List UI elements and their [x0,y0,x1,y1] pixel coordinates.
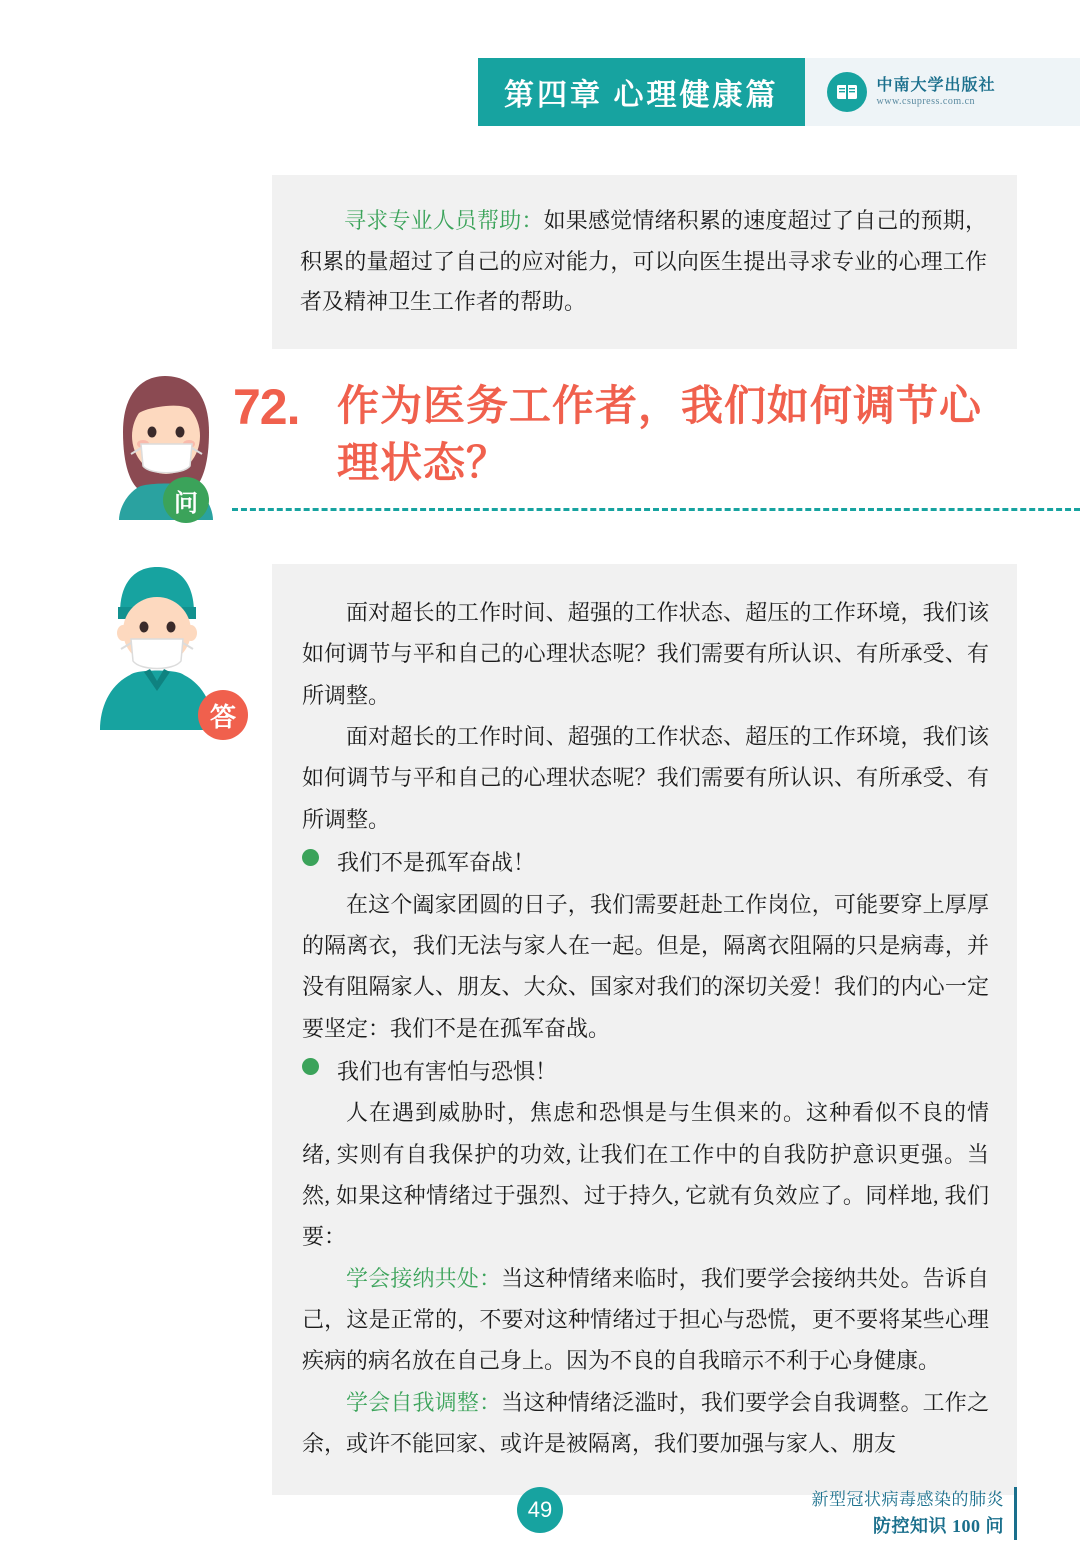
answer-paragraph: 面对超长的工作时间、超强的工作状态、超压的工作环境，我们该如何调节与平和自己的心理状态呢？我们需要有所认识、有所承受、有所调整。 [302,600,989,708]
answer-paragraph-with-lead [302,1258,989,1382]
answer-box [272,564,1017,1495]
answer-paragraph: 在这个阖家团圆的日子，我们需要赶赴工作岗位，可能要穿上厚厚的隔离衣，我们无法与家人在一起。但是，隔离衣阻隔的只是病毒，并没有阻隔家人、朋友、大众、国家对我们的深切关爱！我们的内心一定要坚定：我们不是在孤军奋战。 [302,891,989,1041]
page-header [478,58,1080,126]
question-badge: 问 [163,477,209,523]
answer-badge: 答 [198,690,248,740]
publisher-url: www.csupress.com.cn [876,95,976,107]
bullet-dot-icon [302,1058,319,1075]
bullet-label: 我们也有害怕与恐惧！ [337,1058,558,1084]
footer-book-title [812,1487,1018,1540]
chapter-title: 第四章 心理健康篇 [478,58,805,126]
bullet-dot-icon [302,849,319,866]
publisher-text [877,76,996,109]
question-number: 72. [233,379,300,435]
footer-line-2: 防控知识 100 问 [873,1515,1004,1536]
note-body: 如果感觉情绪积累的速度超过了自己的预期，积累的量超过了自己的应对能力，可以向医生提出寻求专业的心理工作者及精神卫生工作者的帮助。 [300,208,987,315]
footer-line-1: 新型冠状病毒感染的肺炎 [811,1490,1004,1509]
question-divider [232,508,1080,511]
answer-paragraph: 人在遇到威胁时，焦虑和恐惧是与生俱来的。这种看似不良的情绪, 实则有自我保护的功效, 让我们在工作中的自我防护意识更强。当然, 如果这种情绪过于强烈、过于持久, 它就有负效应了。同样地, 我们要： [302,1100,989,1250]
paragraph-body: 当这种情绪泛滥时，我们要学会自我调整。工作之余，或许不能回家、或许是被隔离，我们要加强与家人、朋友 [302,1389,989,1457]
bullet-label: 我们不是孤军奋战！ [337,850,536,876]
note-paragraph [300,201,987,323]
paragraph-lead: 学会自我调整： [346,1389,502,1415]
note-lead: 寻求专业人员帮助： [344,208,544,233]
question-title: 作为医务工作者，我们如何调节心理状态？ [337,382,983,486]
publisher-block [805,58,1080,126]
paragraph-body: 当这种情绪来临时，我们要学会接纳共处。告诉自己，这是正常的，不要对这种情绪过于担心与恐慌，更不要将某些心理疾病的病名放在自己身上。因为不良的自我暗示不利于心身健康。 [302,1265,989,1374]
book-seal-icon [827,72,867,112]
list-item [302,1051,989,1092]
list-item [302,842,989,883]
page-number: 49 [517,1487,563,1533]
paragraph-lead: 学会接纳共处： [346,1265,502,1291]
note-box [272,175,1017,349]
answer-paragraph: 面对超长的工作时间、超强的工作状态、超压的工作环境，我们该如何调节与平和自己的心理状态呢？我们需要有所认识、有所承受、有所调整。 [302,724,989,832]
publisher-name: 中南大学出版社 [876,76,996,94]
answer-paragraph-with-lead [302,1382,989,1465]
